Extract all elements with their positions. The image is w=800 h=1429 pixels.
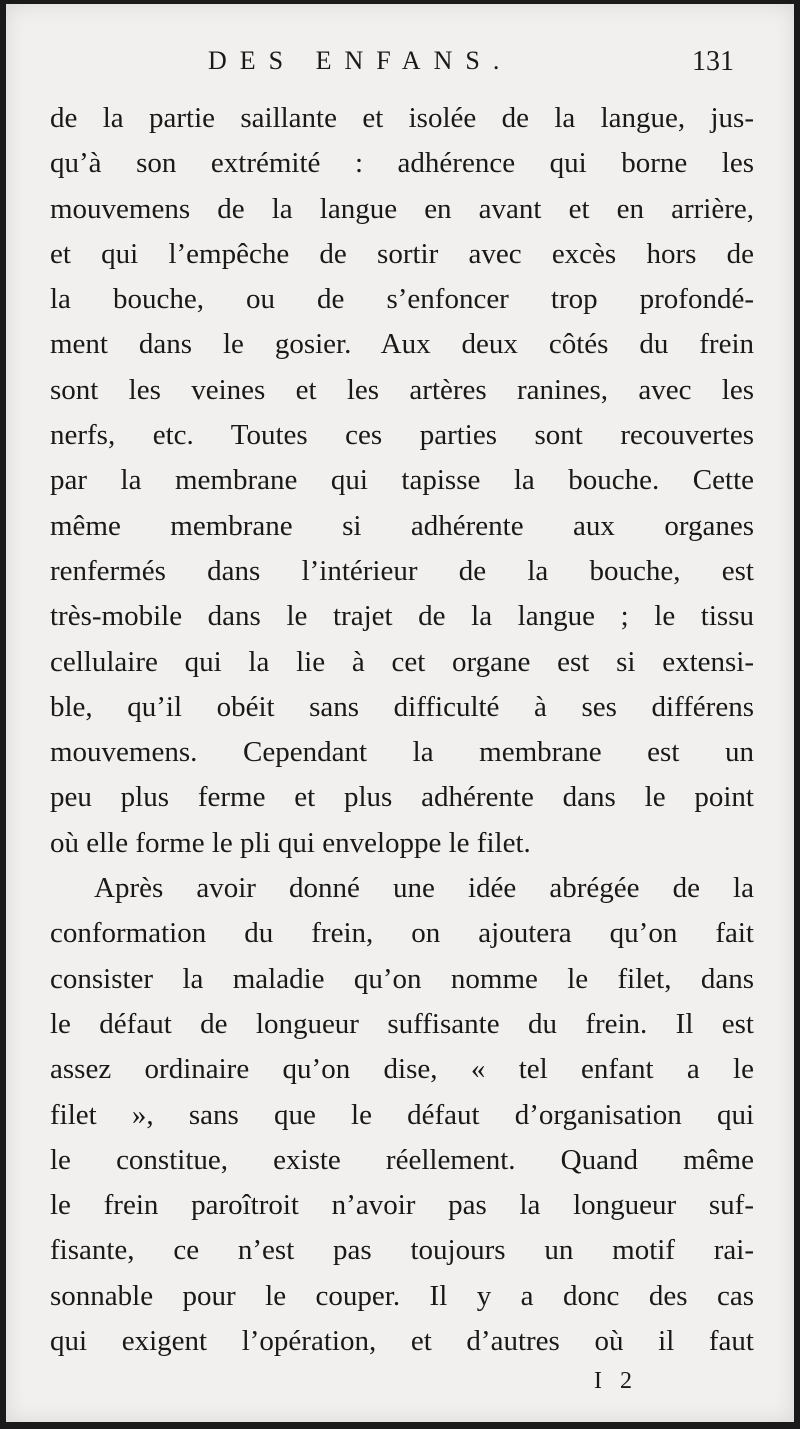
text-line: ble, qu’il obéit sans difficulté à ses différens bbox=[50, 690, 754, 723]
text-line: ment dans le gosier. Aux deux côtés du frein bbox=[50, 328, 754, 361]
text-line: qui exigent l’opération, et d’autres où il faut bbox=[50, 1325, 754, 1358]
text-line: conformation du frein, on ajoutera qu’on fait bbox=[50, 917, 754, 950]
text-line: assez ordinaire qu’on dise, « tel enfant a le bbox=[50, 1053, 754, 1086]
paragraph-end-line: où elle forme le pli qui enveloppe le filet. bbox=[50, 826, 531, 859]
signature-mark: I 2 bbox=[594, 1368, 638, 1394]
text-line: sonnable pour le couper. Il y a donc des cas bbox=[50, 1279, 754, 1312]
text-line: qu’à son extrémité : adhérence qui borne les bbox=[50, 147, 754, 180]
text-line: sont les veines et les artères ranines, avec les bbox=[50, 373, 754, 406]
running-title: DES ENFANS. bbox=[208, 46, 513, 75]
text-line: par la membrane qui tapisse la bouche. Cette bbox=[50, 464, 754, 497]
text-line: le frein paroîtroit n’avoir pas la longueur suf- bbox=[50, 1189, 754, 1222]
text-line: renfermés dans l’intérieur de la bouche, est bbox=[50, 554, 754, 587]
paragraph-start-line: Après avoir donné une idée abrégée de la bbox=[94, 872, 754, 905]
running-head bbox=[50, 46, 738, 86]
text-line: peu plus ferme et plus adhérente dans le point bbox=[50, 781, 754, 814]
text-line: le défaut de longueur suffisante du frein. Il est bbox=[50, 1007, 754, 1040]
text-line: mouvemens. Cependant la membrane est un bbox=[50, 736, 754, 769]
text-line: la bouche, ou de s’enfoncer trop profondé- bbox=[50, 283, 754, 316]
text-line: et qui l’empêche de sortir avec excès hors de bbox=[50, 237, 754, 270]
text-line: très-mobile dans le trajet de la langue ; le tissu bbox=[50, 600, 754, 633]
text-line: filet », sans que le défaut d’organisation qui bbox=[50, 1098, 754, 1131]
text-line: nerfs, etc. Toutes ces parties sont recouvertes bbox=[50, 419, 754, 452]
text-line: fisante, ce n’est pas toujours un motif rai- bbox=[50, 1234, 754, 1267]
text-line: de la partie saillante et isolée de la langue, jus- bbox=[50, 102, 754, 134]
book-page bbox=[6, 4, 794, 1422]
text-line: le constitue, existe réellement. Quand même bbox=[50, 1143, 754, 1176]
page-number: 131 bbox=[692, 46, 734, 77]
body-text bbox=[50, 96, 754, 1364]
text-line: consister la maladie qu’on nomme le filet, dans bbox=[50, 962, 754, 995]
text-line: cellulaire qui la lie à cet organe est si extensi- bbox=[50, 645, 754, 678]
text-line: mouvemens de la langue en avant et en arrière, bbox=[50, 192, 754, 225]
text-line: même membrane si adhérente aux organes bbox=[50, 509, 754, 542]
